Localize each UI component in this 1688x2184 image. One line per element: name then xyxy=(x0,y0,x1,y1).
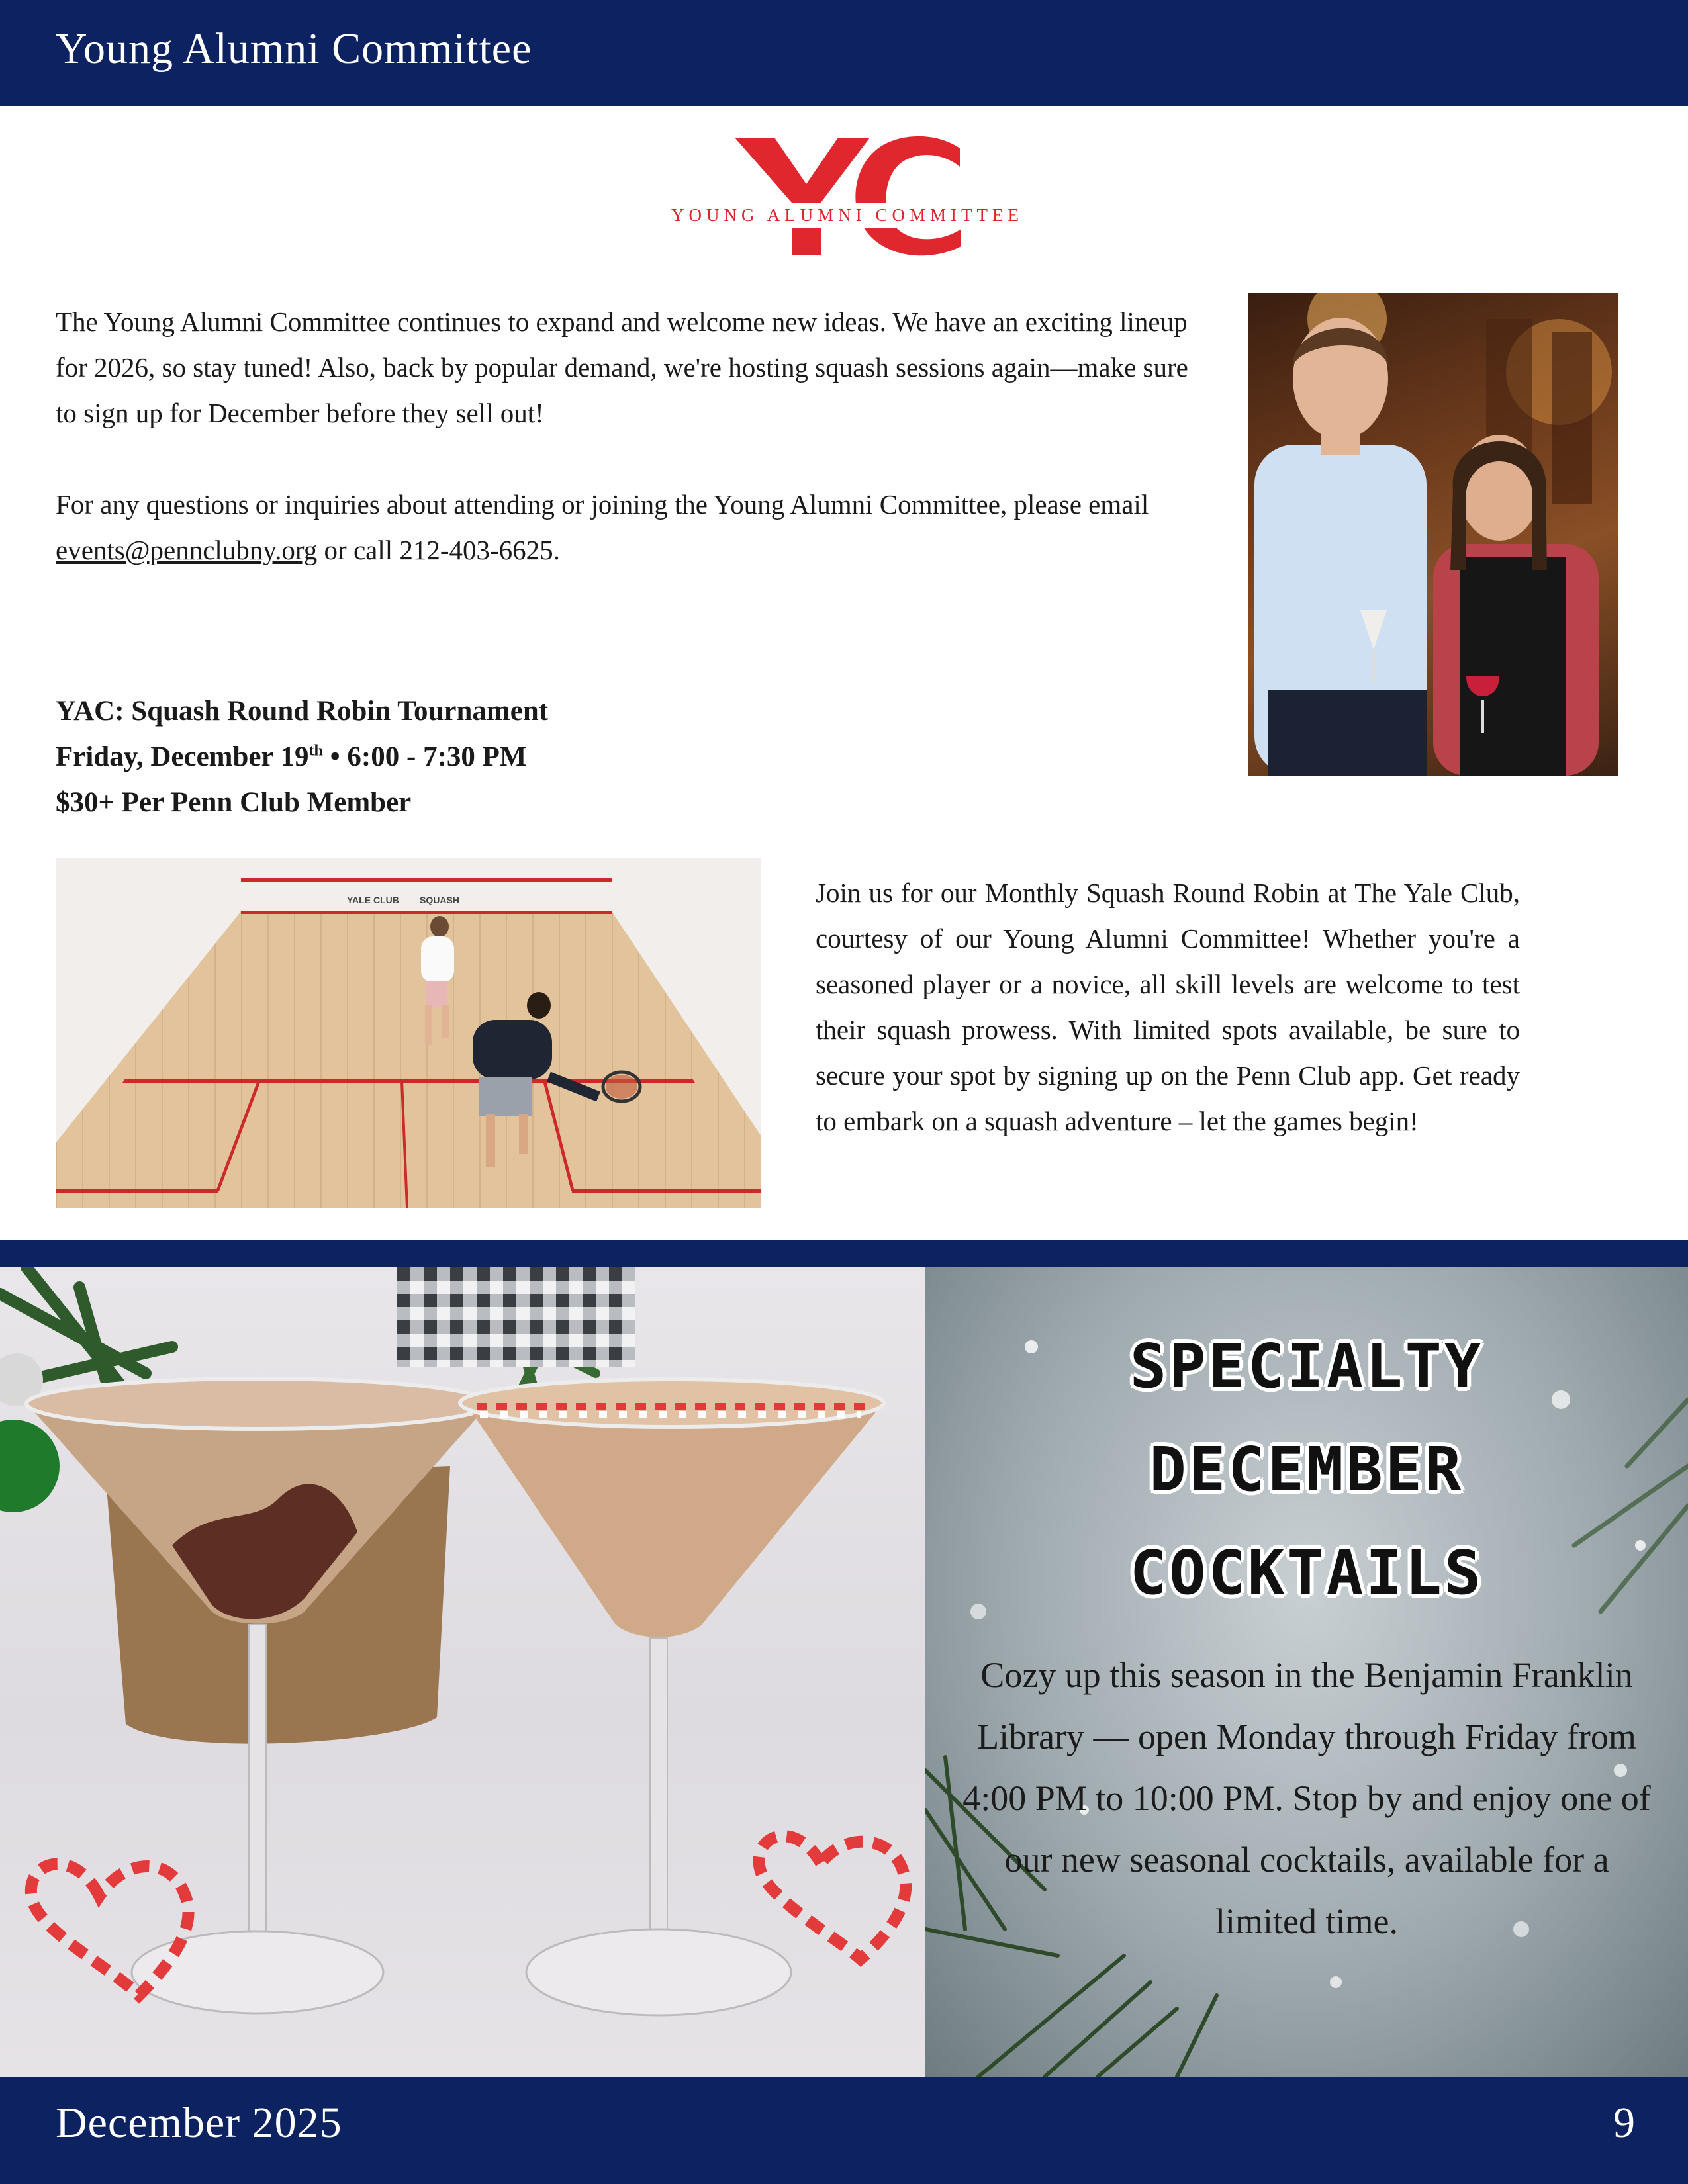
couple-photo xyxy=(1248,293,1618,776)
event-title: YAC: Squash Round Robin Tournament xyxy=(56,696,549,727)
yac-logo xyxy=(662,130,1033,262)
cocktails-promo-panel xyxy=(925,1267,1688,2077)
cocktails-headline xyxy=(925,1315,1688,1625)
section-title: Young Alumni Committee xyxy=(56,24,532,73)
event-time: • 6:00 - 7:30 PM xyxy=(322,741,527,772)
event-date xyxy=(56,734,548,780)
court-wall-text-left: YALE CLUB xyxy=(347,895,399,905)
yac-logo-mark xyxy=(728,130,966,262)
page-number: 9 xyxy=(1613,2099,1635,2147)
cocktails-headline-line-1: SPECIALTY xyxy=(1129,1331,1484,1402)
cocktail-photo xyxy=(0,1267,925,2077)
squash-description: Join us for our Monthly Squash Round Robin at The Yale Club, courtesy of our Young Alumni Committee! Whether you're a seasoned player or a novice, all skill levels are welcome to test their squash prowess. With limited spots available, be sure to secure your spot by signing up on the Penn Club app. Get ready to embark on a squash adventure – let the games begin! xyxy=(816,878,1520,1136)
squash-court-photo xyxy=(56,858,761,1208)
event-date-ordinal: th xyxy=(308,742,323,760)
event-date-day: Friday, December 19 xyxy=(56,741,309,772)
intro-paragraph-2-suffix: or call 212-403-6625. xyxy=(317,535,560,565)
intro-paragraph-2-prefix: For any questions or inquiries about attending or joining the Young Alumni Committee, please email xyxy=(56,489,1149,520)
intro-paragraph-1: The Young Alumni Committee continues to expand and welcome new ideas. We have an exciting lineup for 2026, so stay tuned! Also, back by popular demand, we're hosting squash sessions again—make sure to sign up for December before they sell out! xyxy=(56,306,1188,428)
divider-band xyxy=(0,1240,1688,1267)
cocktails-headline-line-3: COCKTAILS xyxy=(1129,1537,1484,1608)
intro-paragraph-2 xyxy=(56,482,1207,573)
cocktails-headline-line-2: DECEMBER xyxy=(1149,1434,1464,1505)
event-details xyxy=(56,688,548,825)
intro-text xyxy=(56,299,1207,573)
cocktails-description: Cozy up this season in the Benjamin Franklin Library — open Monday through Friday from 4:00 PM to 10:00 PM. Stop by and enjoy one of our new seasonal cocktails, available for a limited time. xyxy=(962,1655,1651,1941)
event-price: $30+ Per Penn Club Member xyxy=(56,787,412,818)
email-link[interactable]: events@pennclubny.org xyxy=(56,535,318,565)
header-band xyxy=(0,0,1688,106)
footer-date: December 2025 xyxy=(56,2099,342,2147)
logo-text: YOUNG ALUMNI COMMITTEE xyxy=(662,203,1033,228)
court-wall-text-right: SQUASH xyxy=(420,895,459,905)
